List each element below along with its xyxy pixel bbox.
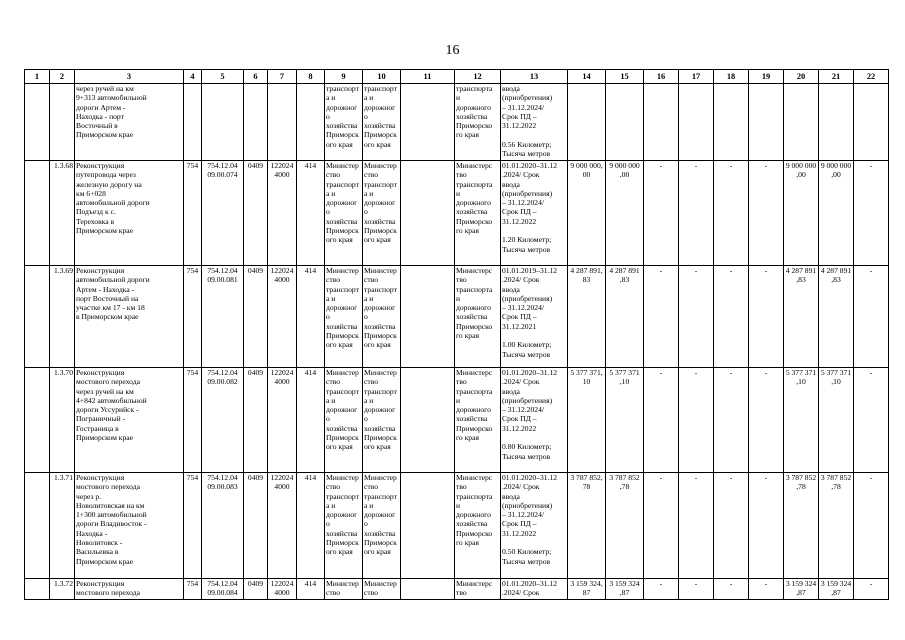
expense-type-cell: 414 [297, 266, 325, 368]
column-header-13: 13 [501, 70, 568, 84]
value-22-cell: - [854, 368, 889, 473]
value-20-cell: 9 000 000 ,00 [784, 161, 819, 266]
column-header-8: 8 [297, 70, 325, 84]
table-row [25, 161, 889, 266]
column-header-3: 3 [75, 70, 184, 84]
value-18-cell [714, 84, 749, 161]
value-14-cell: 3 787 852, 78 [568, 473, 606, 579]
executor-cell: Министер ство [363, 579, 401, 600]
expense-type-cell: 414 [297, 368, 325, 473]
section-code-cell: 0409 [244, 161, 268, 266]
customer-cell: Министер ство [325, 579, 363, 600]
grbs-code-cell [184, 84, 202, 161]
customer-cell: Министер ство транспорт а и дорожног о хозяйства Приморск ого края [325, 368, 363, 473]
expense-type-cell: 414 [297, 161, 325, 266]
value-16-cell [644, 84, 679, 161]
column-header-15: 15 [606, 70, 644, 84]
column-header-17: 17 [679, 70, 714, 84]
table-body [25, 70, 889, 600]
value-15-cell [606, 84, 644, 161]
value-21-cell [819, 84, 854, 161]
value-16-cell: - [644, 161, 679, 266]
row-id-cell: 1.3.71 [50, 473, 75, 579]
value-14-cell: 5 377 371, 10 [568, 368, 606, 473]
executor-cell: Министер ство транспорт а и дорожног о хозяйства Приморск ого края [363, 473, 401, 579]
value-16-cell: - [644, 266, 679, 368]
section-code-cell: 0409 [244, 368, 268, 473]
row-id-cell: 1.3.68 [50, 161, 75, 266]
column-header-4: 4 [184, 70, 202, 84]
expense-code-cell: 122024 4000 [268, 266, 297, 368]
table-row [25, 266, 889, 368]
value-18-cell: - [714, 266, 749, 368]
column-header-18: 18 [714, 70, 749, 84]
section-code-cell: 0409 [244, 579, 268, 600]
expense-type-cell: 414 [297, 473, 325, 579]
object-name-cell: Реконструкция мостового перехода через р. Новолитовская на км 1+300 автомобильной дороги Владивосток - Находка - Новолитовск - Васильевка в Приморском крае [75, 473, 184, 579]
value-20-cell [784, 84, 819, 161]
executor-cell: Министер ство транспорт а и дорожног о хозяйства Приморск ого края [363, 161, 401, 266]
responsible-cell: Министерс тво транспорта и дорожного хозяйства Приморско го края [455, 473, 501, 579]
table-row [25, 368, 889, 473]
column-header-7: 7 [268, 70, 297, 84]
column-11-cell [401, 84, 455, 161]
value-22-cell: - [854, 161, 889, 266]
terms-cell: ввода (приобретения) – 31.12.2024/ Срок ПД – 31.12.2022 0.56 Километр; Тысяча метров [501, 84, 568, 161]
expense-type-cell [297, 84, 325, 161]
value-22-cell: - [854, 579, 889, 600]
page-number: 16 [445, 43, 460, 58]
column-header-6: 6 [244, 70, 268, 84]
document-table [24, 69, 889, 600]
value-21-cell: 3 787 852 ,78 [819, 473, 854, 579]
value-16-cell: - [644, 473, 679, 579]
table-row [25, 579, 889, 600]
value-17-cell: - [679, 161, 714, 266]
column-11-cell [401, 266, 455, 368]
value-15-cell: 9 000 000 ,00 [606, 161, 644, 266]
value-17-cell [679, 84, 714, 161]
customer-cell: Министер ство транспорт а и дорожног о хозяйства Приморск ого края [325, 473, 363, 579]
responsible-cell: Министерс тво транспорта и дорожного хозяйства Приморско го края [455, 161, 501, 266]
column-header-16: 16 [644, 70, 679, 84]
column-header-2: 2 [50, 70, 75, 84]
value-18-cell: - [714, 473, 749, 579]
executor-cell: Министер ство транспорт а и дорожног о хозяйства Приморск ого края [363, 266, 401, 368]
customer-cell: транспорт а и дорожног о хозяйства Приморск ого края [325, 84, 363, 161]
executor-cell: транспорт а и дорожног о хозяйства Приморск ого края [363, 84, 401, 161]
value-19-cell: - [749, 579, 784, 600]
object-name-cell: через ручей на км 9+313 автомобильной дороги Артем - Находка - порт Восточный в Приморском крае [75, 84, 184, 161]
value-15-cell: 4 287 891 ,83 [606, 266, 644, 368]
row-id-cell: 1.3.72 [50, 579, 75, 600]
row-index-cell [25, 266, 50, 368]
row-index-cell [25, 473, 50, 579]
column-header-11: 11 [401, 70, 455, 84]
row-index-cell [25, 161, 50, 266]
value-18-cell: - [714, 579, 749, 600]
csr-code-cell: 754.12.04 09.00.083 [202, 473, 244, 579]
csr-code-cell: 754.12.04 09.00.082 [202, 368, 244, 473]
expense-code-cell: 122024 4000 [268, 161, 297, 266]
value-21-cell: 5 377 371 ,10 [819, 368, 854, 473]
column-header-20: 20 [784, 70, 819, 84]
value-14-cell: 4 287 891, 83 [568, 266, 606, 368]
terms-cell: 01.01.2020–31.12 .2024/ Срок ввода (приобретения) – 31.12.2024/ Срок ПД – 31.12.2022 0.50 Километр; Тысяча метров [501, 473, 568, 579]
csr-code-cell: 754.12.04 09.00.081 [202, 266, 244, 368]
column-11-cell [401, 579, 455, 600]
value-15-cell: 5 377 371 ,10 [606, 368, 644, 473]
value-16-cell: - [644, 579, 679, 600]
column-header-19: 19 [749, 70, 784, 84]
terms-cell: 01.01.2020–31.12 .2024/ Срок ввода (приобретения) – 31.12.2024/ Срок ПД – 31.12.2022 1.20 Километр; Тысяча метров [501, 161, 568, 266]
column-header-9: 9 [325, 70, 363, 84]
value-20-cell: 3 159 324 ,87 [784, 579, 819, 600]
value-18-cell: - [714, 368, 749, 473]
value-19-cell: - [749, 368, 784, 473]
value-17-cell: - [679, 473, 714, 579]
expense-code-cell: 122024 4000 [268, 473, 297, 579]
object-name-cell: Реконструкция путепровода через железную дорогу на км 6+028 автомобильной дороги Подъезд к с. Тереховка в Приморском крае [75, 161, 184, 266]
row-id-cell [50, 84, 75, 161]
column-header-14: 14 [568, 70, 606, 84]
header-row [25, 70, 889, 84]
grbs-code-cell: 754 [184, 473, 202, 579]
value-22-cell: - [854, 473, 889, 579]
value-17-cell: - [679, 579, 714, 600]
table-row [25, 473, 889, 579]
value-15-cell: 3 159 324 ,87 [606, 579, 644, 600]
value-16-cell: - [644, 368, 679, 473]
value-19-cell [749, 84, 784, 161]
column-header-21: 21 [819, 70, 854, 84]
value-14-cell: 3 159 324, 87 [568, 579, 606, 600]
column-header-5: 5 [202, 70, 244, 84]
csr-code-cell [202, 84, 244, 161]
row-index-cell [25, 579, 50, 600]
value-21-cell: 3 159 324 ,87 [819, 579, 854, 600]
section-code-cell: 0409 [244, 473, 268, 579]
value-22-cell [854, 84, 889, 161]
terms-cell: 01.01.2020–31.12 .2024/ Срок ввода (приобретения) – 31.12.2024/ Срок ПД – 31.12.2022 0.80 Километр; Тысяча метров [501, 368, 568, 473]
customer-cell: Министер ство транспорт а и дорожног о хозяйства Приморск ого края [325, 266, 363, 368]
value-20-cell: 5 377 371 ,10 [784, 368, 819, 473]
column-11-cell [401, 161, 455, 266]
csr-code-cell: 754.12.04 09.00.074 [202, 161, 244, 266]
value-20-cell: 4 287 891 ,83 [784, 266, 819, 368]
row-index-cell [25, 368, 50, 473]
responsible-cell: Министерс тво транспорта и дорожного хозяйства Приморско го края [455, 266, 501, 368]
customer-cell: Министер ство транспорт а и дорожног о хозяйства Приморск ого края [325, 161, 363, 266]
responsible-cell: Министерс тво транспорта и дорожного хозяйства Приморско го края [455, 368, 501, 473]
value-19-cell: - [749, 473, 784, 579]
value-22-cell: - [854, 266, 889, 368]
value-18-cell: - [714, 161, 749, 266]
expense-type-cell: 414 [297, 579, 325, 600]
expense-code-cell: 122024 4000 [268, 579, 297, 600]
value-17-cell: - [679, 266, 714, 368]
column-header-10: 10 [363, 70, 401, 84]
grbs-code-cell: 754 [184, 368, 202, 473]
value-14-cell: 9 000 000, 00 [568, 161, 606, 266]
terms-cell: 01.01.2019–31.12 .2024/ Срок ввода (приобретения) – 31.12.2024/ Срок ПД – 31.12.2021 1.00 Километр; Тысяча метров [501, 266, 568, 368]
section-code-cell [244, 84, 268, 161]
value-19-cell: - [749, 161, 784, 266]
value-14-cell [568, 84, 606, 161]
column-11-cell [401, 368, 455, 473]
terms-cell: 01.01.2020–31.12 .2024/ Срок [501, 579, 568, 600]
csr-code-cell: 754.12.04 09.00.084 [202, 579, 244, 600]
section-code-cell: 0409 [244, 266, 268, 368]
responsible-cell: Министерс тво [455, 579, 501, 600]
value-17-cell: - [679, 368, 714, 473]
object-name-cell: Реконструкция мостового перехода через ручей на км 4+842 автомобильной дороги Уссурийск - Пограничный - Гостраница в Приморском крае [75, 368, 184, 473]
column-11-cell [401, 473, 455, 579]
row-index-cell [25, 84, 50, 161]
column-header-22: 22 [854, 70, 889, 84]
value-21-cell: 4 287 891 ,83 [819, 266, 854, 368]
grbs-code-cell: 754 [184, 161, 202, 266]
executor-cell: Министер ство транспорт а и дорожног о хозяйства Приморск ого края [363, 368, 401, 473]
value-15-cell: 3 787 852 ,78 [606, 473, 644, 579]
table-row [25, 84, 889, 161]
object-name-cell: Реконструкция мостового перехода [75, 579, 184, 600]
value-21-cell: 9 000 000 ,00 [819, 161, 854, 266]
row-id-cell: 1.3.69 [50, 266, 75, 368]
value-20-cell: 3 787 852 ,78 [784, 473, 819, 579]
grbs-code-cell: 754 [184, 266, 202, 368]
grbs-code-cell: 754 [184, 579, 202, 600]
row-id-cell: 1.3.70 [50, 368, 75, 473]
expense-code-cell [268, 84, 297, 161]
column-header-1: 1 [25, 70, 50, 84]
object-name-cell: Реконструкция автомобильной дороги Артем - Находка - порт Восточный на участке км 17 - км 18 в Приморском крае [75, 266, 184, 368]
responsible-cell: транспорта и дорожного хозяйства Приморско го края [455, 84, 501, 161]
expense-code-cell: 122024 4000 [268, 368, 297, 473]
column-header-12: 12 [455, 70, 501, 84]
value-19-cell: - [749, 266, 784, 368]
